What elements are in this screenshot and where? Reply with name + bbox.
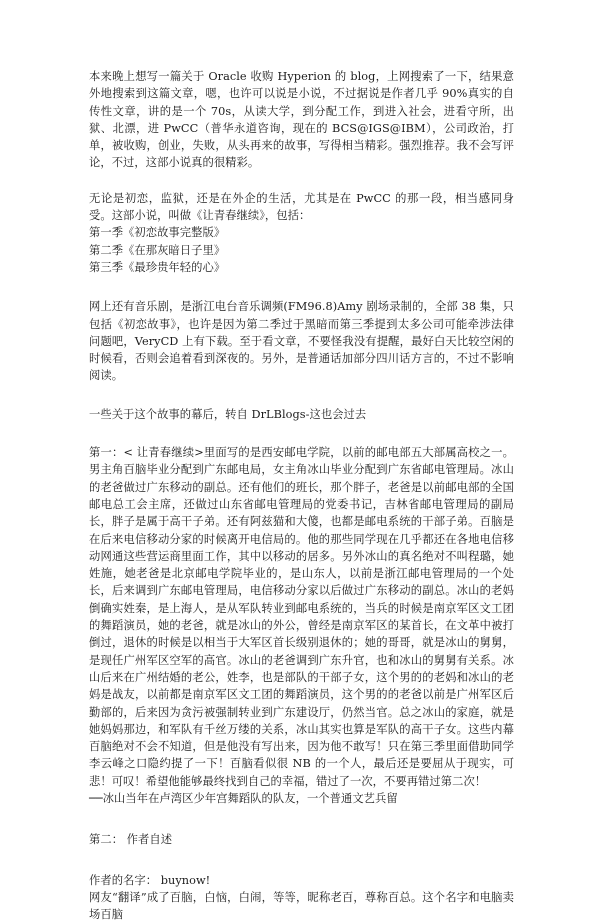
author-name-line: 作者的名字： buynow!	[89, 873, 211, 887]
paragraph-gap	[89, 423, 514, 444]
paragraph-gap	[89, 849, 514, 872]
paragraph-gap	[89, 385, 514, 406]
section-heading-backstory: 一些关于这个故事的幕后，转自 DrLBlogs-这也会过去	[89, 407, 367, 421]
paragraph-gap	[89, 276, 514, 298]
season-item: 第一季《初恋故事完整版》	[89, 226, 226, 240]
signature-line: ──冰山当年在卢湾区少年宫舞蹈队的队友，一个普通文艺兵留	[89, 791, 398, 805]
novel-intro-paragraph: 无论是初恋，监狱，还是在外企的生活，尤其是在 PwCC 的那一段，相当感同身受。这部小说，叫做《让青春继续》，包括：	[89, 191, 514, 223]
audio-drama-paragraph: 网上还有音乐剧，是浙江电台音乐调频(FM96.8)Amy 剧场录制的，全部 38 集，只包括《初恋故事》，也许是因为第二季过于黑暗而第三季提到太多公司可能牵涉法律问题吧，VeryCD 上有下载。至于看文章，不要怪我没有提醒，最好白天比较空闲的时候看，否则会追着看到深夜的。另外，是普通话加部分四川话方言的，不过不影响阅读。	[89, 300, 514, 383]
intro-paragraph: 本来晚上想写一篇关于 Oracle 收购 Hyperion 的 blog，上网搜索了一下，结果意外地搜索到这篇文章，嗯，也许可以说是小说，不过据说是作者几乎 90%真实的自传性文章，讲的是一个 70s，从读大学，到分配工作，到进入社会，进看守所，出狱、北漂，进 PwCC（普华永道咨询，现在的 BCS@IGS@IBM），公司政治，打单，被收购，创业，失败，从头再来的故事，写得相当精彩。强烈推荐。我不会写评论，不过，这部小说真的很精彩。	[89, 70, 514, 170]
season-item: 第三季《最珍贵年轻的心》	[89, 260, 226, 274]
season-list	[89, 224, 514, 276]
paragraph-gap	[89, 172, 514, 190]
author-nickname-paragraph: 网友“翻译”成了百脑，白恼，白闹，等等，昵称老百，尊称百总。这个名字和电脑卖场百脑	[89, 890, 514, 922]
season-item: 第二季《在那灰暗日子里》	[89, 243, 226, 257]
paragraph-gap	[89, 807, 514, 831]
backstory-paragraph: 第一：< 让青春继续>里面写的是西安邮电学院，以前的邮电部五大部属高校之一。男主角百脑毕业分配到广东邮电局，女主角冰山毕业分配到广东省邮电管理局。冰山的老爸做过广东移动的副总。还有他们的班长，那个胖子，老爸是以前邮电部的全国邮电总工会主席，还做过山东省邮电管理局的党委书记，吉林省邮电管理局的副局长，胖子是属于高干子弟。还有阿兹猫和大傻，也都是邮电系统的干部子弟。百脑是在后来电信移动分家的时候离开电信局的。他的那些同学现在几乎都还在各地电信移动网通这些营运商里面工作，其中以移动的居多。另外冰山的真名绝对不叫程璐，她姓施，她老爸是北京邮电学院毕业的，是山东人，以前是浙江邮电管理局的一个处长，后来调到广东邮电管理局，电信移动分家以后做过广东移动的副总。冰山的老妈倒确实姓秦，是上海人，是从军队转业到邮电系统的，当兵的时候是南京军区文工团的舞蹈演员，她的老爸，就是冰山的外公，曾经是南京军区的某首长，在文革中被打倒过，退休的时候是以相当于大军区首长级别退休的；她的哥哥，就是冰山的舅舅，是现任广州军区空军的高官。冰山的老爸调到广东升官，也和冰山的舅舅有关系。冰山后来在广州结婚的老公，姓李，也是部队的干部子女，这个男的的老妈和冰山的老妈是战友，以前都是南京军区文工团的舞蹈演员，这个男的的老爸以前是广州军区后勤部的，后来因为贪污被强制转业到广东建设厅，仍然当官。总之冰山的家庭，就是她妈妈那边，和军队有千丝万缕的关系，冰山其实也算是军队的高干子女。这些内幕百脑绝对不会不知道，但是他没有写出来，因为他不敢写！只在第三季里面借助同学李云峰之口隐约提了一下！百脑看似很 NB 的一个人，最后还是要屈从于现实，可悲！可叹！希望他能够最终找到自己的幸福，错过了一次，不要再错过第二次！	[89, 446, 514, 788]
section-heading-author: 第二： 作者自述	[89, 833, 173, 847]
